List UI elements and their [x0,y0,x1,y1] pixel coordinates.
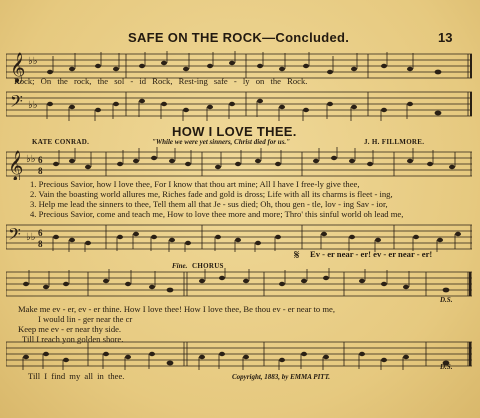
svg-text:♭♭: ♭♭ [26,154,36,165]
lower-lyric-3: Keep me ev - er near thy side. [18,324,122,334]
svg-text:𝄞: 𝄞 [8,151,24,180]
verse-2: 2. Vain the boasting world allures me, Riches fade and gold is dross; Life with all its charms is fleet - ing, [30,189,393,199]
copyright-notice: Copyright, 1883, by EMMA PITT. [232,373,330,381]
svg-text:𝄞: 𝄞 [10,53,26,83]
author-name: KATE CONRAD. [32,138,90,146]
song-title-concluded: SAFE ON THE ROCK—Concluded. [128,30,350,45]
svg-text:8: 8 [38,166,43,176]
verse-4: 4. Precious Savior, come and teach me, How to love thee more and more; Thro' this sinful world oh lead me, [30,209,404,219]
staff-system-3-treble [6,268,472,302]
svg-text:𝄢: 𝄢 [10,91,23,115]
verse-1: 1. Precious Savior, how I love thee, For I know that thou art mine; All I have I free-ly give thee, [30,179,360,189]
svg-text:𝄢: 𝄢 [8,224,21,248]
svg-text:♭♭: ♭♭ [28,100,38,111]
ds-label-lower: D.S. [440,363,453,371]
ds-label-upper: D.S. [440,296,453,304]
page-number: 13 [438,30,453,45]
svg-text:♭♭: ♭♭ [28,56,38,67]
lower-lyric-4: Till I reach yon golden shore. [22,334,124,344]
refrain-lyric: Ev - er near - er! ev - er near - er! [310,249,433,259]
staff-system-2-treble [6,146,472,180]
segno-icon: 𝄋 [294,247,300,262]
svg-text:6: 6 [38,155,43,165]
last-lyric-line: Till I find my all in thee. [28,371,125,381]
verse-3: 3. Help me lead the sinners to thee, Tell them all that Je - sus died; Oh, thou gen - tle, lov - ing Sav - ior, [30,199,388,209]
svg-text:♭♭: ♭♭ [26,232,36,243]
composer-name: J. H. FILLMORE. [364,138,425,146]
svg-text:8: 8 [38,239,43,249]
staff-system-3-bass [6,338,472,370]
staff-system-2-bass [6,222,472,252]
epigraph: "While we were yet sinners, Christ died for us." [152,138,291,146]
lower-lyric-1: Make me ev - er, ev - er thine. How I love thee! How I love thee, Be thou ev - er near to me, [18,304,336,314]
hymn-title: HOW I LOVE THEE. [172,124,297,139]
lower-lyric-2: I would lin - ger near the cr [38,314,133,324]
chorus-label: CHORUS [192,262,224,270]
svg-text:6: 6 [38,228,43,238]
fine-label: Fine. [172,262,188,270]
top-lyric-line: Rock; On the rock, the sol - id Rock, Rest-ing safe - ly on the Rock. [14,76,308,86]
staff-system-1-bass [6,88,472,122]
